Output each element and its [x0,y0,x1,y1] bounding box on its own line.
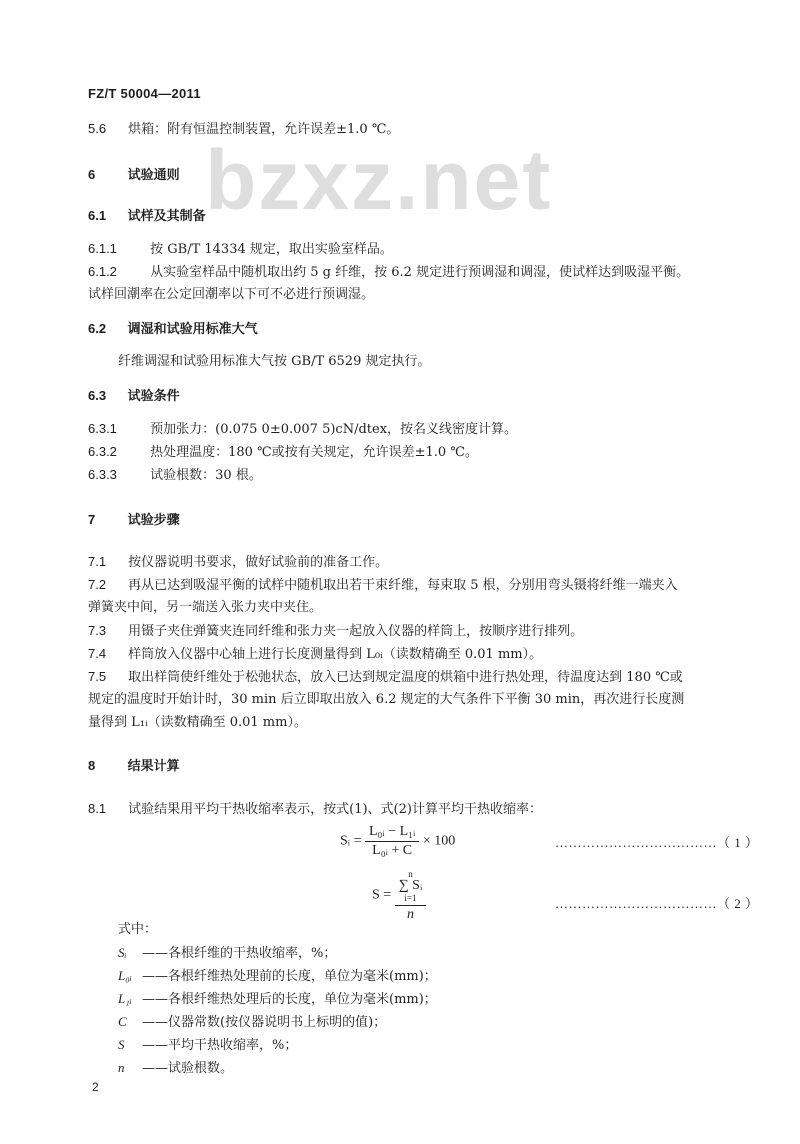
variable-description: ——各根纤维热处理后的长度，单位为毫米(mm)； [142,992,437,1007]
variable-description: ——各根纤维的干热收缩率，%； [142,946,337,961]
clause-6-2-text: 纤维调湿和试验用标准大气按 GB/T 6529 规定执行。 [118,354,431,369]
equation-ref-1: ………………………………（ 1 ） [555,835,759,850]
clause-text: 取出样筒使纤维处于松弛状态，放入已达到规定温度的烘箱中进行热处理，待温度达到 180 ℃或 [128,670,683,685]
variable-row-n [118,1059,233,1078]
section-8-heading [88,757,180,775]
equation-ref-2: ………………………………（ 2 ） [555,896,759,911]
clause-number: 6.3.1 [88,421,117,436]
formula-1 [340,824,455,859]
clause-6-1-1 [88,240,393,259]
section-number: 8 [88,758,96,773]
clause-7-2 [88,576,678,595]
section-title: 结果计算 [127,758,180,773]
clause-number: 7.5 [88,669,107,684]
sum-lower-limit: i=1 [404,893,417,903]
clause-7-4 [88,645,542,664]
section-number: 6 [88,167,96,182]
variable-description: ——平均干热收缩率，%； [142,1038,298,1053]
section-number: 7 [88,512,96,527]
formula-lhs: S = [372,887,392,903]
clause-text: 用镊子夹住弹簧夹连同纤维和张力夹一起放入仪器的样筒上，按顺序进行排列。 [128,624,584,639]
clause-8-1 [88,800,542,819]
section-number: 6.1 [88,208,107,223]
section-number: 6.3 [88,388,107,403]
clause-number: 7.4 [88,646,107,661]
clause-number: 8.1 [88,801,107,816]
section-title: 试验通则 [127,167,180,182]
sum-expression: ∑ Sᵢ [398,878,423,893]
variable-symbol: n [118,1060,125,1075]
formula-fraction [365,824,419,859]
clause-7-3 [88,622,583,641]
watermark: bzxz.net [205,133,553,227]
section-title: 试验步骤 [127,512,180,527]
section-6-2-heading [88,320,258,338]
formula-2 [372,868,426,923]
section-6-heading [88,166,180,184]
clause-number: 7.2 [88,577,107,592]
clause-6-3-3 [88,466,262,485]
variable-row-si [118,944,336,963]
clause-number: 5.6 [88,121,107,136]
formula-numerator [395,868,427,906]
clause-7-5-continued-1: 规定的温度时开始计时，30 min 后立即取出放入 6.2 规定的大气条件下平衡 30 min，再次进行长度测 [88,692,685,707]
clause-5-6 [88,120,399,139]
clause-6-3-2 [88,443,478,462]
clause-text: 烘箱：附有恒温控制装置，允许误差±1.0 ℃。 [128,122,400,137]
section-title: 试验条件 [127,388,180,403]
clause-number: 6.3.2 [88,444,117,459]
clause-text: 从实验室样品中随机取出约 5 g 纤维，按 6.2 规定进行预调湿和调湿，使试样达到吸湿平衡。 [150,265,690,280]
variable-row-c [118,1013,386,1032]
formula-tail: × 100 [422,833,456,849]
clause-text: 试验根数：30 根。 [150,468,262,483]
variable-symbol: S [118,1037,125,1052]
where-label: 式中： [118,922,158,937]
clause-text: 预加张力：(0.075 0±0.007 5)cN/dtex，按名义线密度计算。 [150,422,518,437]
variable-row-s [118,1036,297,1055]
clause-7-1 [88,553,388,572]
clause-text: 试验结果用平均干热收缩率表示，按式(1)、式(2)计算平均干热收缩率： [128,802,542,817]
section-6-3-heading [88,387,180,405]
standard-code-header: FZ/T 50004—2011 [88,86,201,101]
clause-number: 7.3 [88,623,107,638]
variable-row-l1i [118,990,437,1009]
formula-fraction [395,868,427,923]
section-number: 6.2 [88,321,107,336]
clause-text: 热处理温度：180 ℃或按有关规定，允许误差±1.0 ℃。 [150,445,478,460]
variable-description: ——试验根数。 [142,1061,234,1076]
variable-symbol: L₁ᵢ [118,991,132,1006]
clause-number: 6.1.2 [88,264,117,279]
formula-denominator: n [406,907,414,922]
clause-6-1-2 [88,263,689,282]
clause-7-5 [88,668,683,687]
clause-number: 6.3.3 [88,467,117,482]
variable-symbol: L₀ᵢ [118,968,132,983]
sum-upper-limit: n [408,869,413,879]
section-title: 调湿和试验用标准大气 [127,321,258,336]
formula-lhs: Sᵢ = [340,833,362,849]
variable-row-l0i [118,967,437,986]
variable-symbol: Sᵢ [118,945,127,960]
clause-text: 按仪器说明书要求，做好试验前的准备工作。 [128,555,389,570]
variable-symbol: C [118,1014,127,1029]
section-6-1-heading [88,207,206,225]
formula-numerator: L₀ᵢ − L₁ᵢ [365,824,419,842]
clause-number: 6.1.1 [88,241,117,256]
clause-text: 样筒放入仪器中心轴上进行长度测量得到 L₀ᵢ（读数精确至 0.01 mm）。 [128,647,543,662]
clause-text: 按 GB/T 14334 规定，取出实验室样品。 [150,242,393,257]
section-title: 试样及其制备 [127,208,206,223]
variable-description: ——仪器常数(按仪器说明书上标明的值)； [142,1015,387,1030]
clause-7-2-continued: 弹簧夹中间，另一端送入张力夹中夹住。 [88,600,323,615]
page-number: 2 [92,1080,99,1094]
clause-text: 再从已达到吸湿平衡的试样中随机取出若干束纤维，每束取 5 根，分别用弯头镊将纤维一端夹入 [128,578,678,593]
clause-6-1-2-continued: 试样回潮率在公定回潮率以下可不必进行预调湿。 [88,287,375,302]
clause-7-5-continued-2: 量得到 L₁ᵢ（读数精确至 0.01 mm）。 [88,715,307,730]
variable-description: ——各根纤维热处理前的长度，单位为毫米(mm)； [142,969,437,984]
formula-denominator: L₀ᵢ + C [372,843,413,858]
clause-number: 7.1 [88,554,107,569]
section-7-heading [88,511,180,529]
clause-6-3-1 [88,420,517,439]
